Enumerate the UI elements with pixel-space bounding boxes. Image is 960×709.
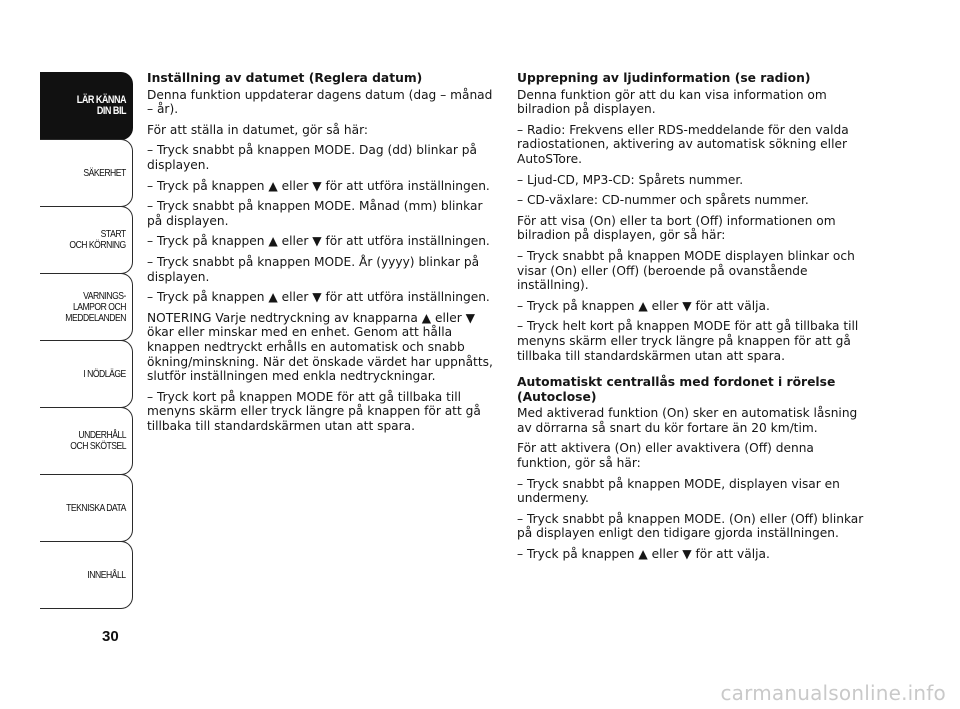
paragraph: Denna funktion gör att du kan visa information om bilradion på displayen. (517, 87, 827, 117)
paragraph: – Ljud-CD, MP3-CD: Spårets nummer. (517, 172, 744, 187)
paragraph: För att ställa in datumet, gör så här: (147, 122, 368, 137)
paragraph: – Tryck på knappen ▲ eller ▼ för att utföra inställningen. (147, 178, 490, 193)
watermark: carmanualsonline.info (720, 681, 946, 705)
chapter-tabs (40, 72, 133, 609)
section-heading-autoclose: Automatiskt centrallås med fordonet i rörelse (Autoclose) (517, 375, 836, 404)
paragraph: – Tryck kort på knappen MODE för att gå tillbaka till menyns skärm eller tryck längre på knappen för att gå tillbaka till standardskärmen utan att spara. (147, 389, 481, 433)
paragraph: – Tryck snabbt på knappen MODE, displayen visar en undermeny. (517, 476, 840, 506)
paragraph: – Tryck snabbt på knappen MODE displayen blinkar och visar (On) eller (Off) (beroende på ovanstående inställning). (517, 248, 855, 293)
note-paragraph: NOTERING Varje nedtryckning av knapparna ▲ eller ▼ ökar eller minskar med en enhet. Genom att hålla knappen nedtryckt erhålls en automatisk och snabb ökning/minskning. När det önskade värdet har uppnåtts, slutför inställningen med enkla nedtryckningar. (147, 310, 493, 384)
paragraph: – Tryck helt kort på knappen MODE för att gå tillbaka till menyns skärm eller tryck längre på knappen för att gå tillbaka till standardskärmen utan att spara. (517, 319, 859, 363)
paragraph: – Tryck snabbt på knappen MODE. År (yyyy) blinkar på displayen. (147, 254, 480, 284)
tab-label: START OCH KÖRNING (69, 228, 126, 251)
paragraph: – Tryck på knappen ▲ eller ▼ för att välja. (517, 298, 770, 313)
paragraph: – Tryck på knappen ▲ eller ▼ för att utföra inställningen. (147, 234, 490, 249)
paragraph: Denna funktion uppdaterar dagens datum (dag – månad – år). (147, 87, 493, 117)
tab-label: SÄKERHET (83, 166, 126, 179)
page-number: 30 (102, 628, 119, 645)
tab-label: UNDERHÅLL OCH SKÖTSEL (70, 429, 126, 452)
tab-start-och-korning[interactable] (40, 206, 133, 274)
paragraph: – Tryck snabbt på knappen MODE. Dag (dd) blinkar på displayen. (147, 143, 477, 172)
tab-label: INNEHÅLL (87, 568, 126, 581)
paragraph: – Tryck snabbt på knappen MODE. Månad (mm) blinkar på displayen. (147, 199, 483, 228)
tab-underhall[interactable] (40, 407, 133, 475)
paragraph: – Tryck på knappen ▲ eller ▼ för att välja. (517, 547, 770, 562)
tab-label: LÄR KÄNNA DIN BIL (76, 94, 126, 117)
paragraph: – CD-växlare: CD-nummer och spårets nummer. (517, 193, 809, 208)
left-column (147, 71, 497, 439)
section-heading-date: Inställning av datumet (Reglera datum) (147, 71, 423, 85)
tab-tekniska-data[interactable] (40, 474, 133, 542)
tab-label: TEKNISKA DATA (66, 501, 126, 514)
tab-lar-kanna-din-bil[interactable] (40, 72, 133, 140)
paragraph: – Tryck snabbt på knappen MODE. (On) eller (Off) blinkar på displayen enligt den tidigare gjorda inställningen. (517, 511, 864, 541)
paragraph: – Radio: Frekvens eller RDS-meddelande för den valda radiostationen, aktivering av automatisk sökning eller AutoSTore. (517, 122, 849, 166)
tab-sakerhet[interactable] (40, 139, 133, 207)
tab-innehall[interactable] (40, 541, 133, 609)
paragraph: För att visa (On) eller ta bort (Off) informationen om bilradion på displayen, gör så här: (517, 213, 836, 243)
tab-label: VARNINGS- LAMPOR OCH MEDDELANDEN (65, 289, 126, 324)
tab-i-nodlage[interactable] (40, 340, 133, 408)
paragraph: För att aktivera (On) eller avaktivera (Off) denna funktion, gör så här: (517, 441, 814, 471)
section-heading-audio: Upprepning av ljudinformation (se radion) (517, 71, 811, 85)
paragraph: – Tryck på knappen ▲ eller ▼ för att utföra inställningen. (147, 290, 490, 305)
tab-label: I NÖDLÄGE (83, 367, 126, 380)
paragraph: Med aktiverad funktion (On) sker en automatisk låsning av dörrarna så snart du kör fortare än 20 km/tim. (517, 406, 858, 435)
right-column (517, 71, 867, 568)
tab-varningslampor[interactable] (40, 273, 133, 341)
